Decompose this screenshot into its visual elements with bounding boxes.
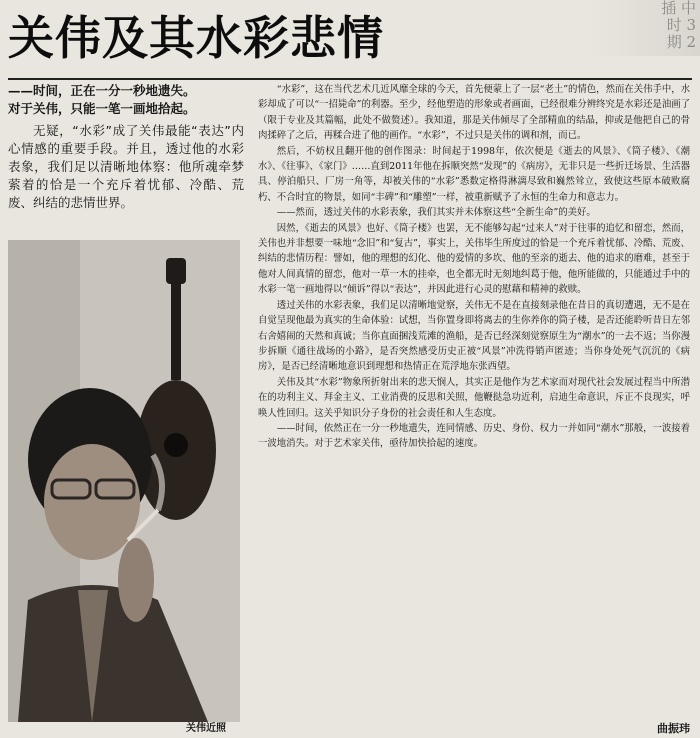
article-body — [258, 82, 690, 722]
body-paragraph: ——时间，依然正在一分一秒地遗失，连同情感、历史、身份、权力一并如同“潮水”那般，一波接着一波地消失。对于艺术家关伟，亟待加快拾起的速度。 — [258, 422, 690, 450]
portrait-illustration — [8, 240, 240, 722]
subheadline-line-1: ——时间，正在一分一秒地遗失。 — [8, 83, 196, 98]
author-byline: 曲振玮 — [657, 722, 690, 735]
body-paragraph: “水彩”，这在当代艺术几近风靡全球的今天，首先便蒙上了一层“老土”的情色，然而在关伟手中，水彩却成了可以“一招毙命”的利器。至少，经他塑造的形象或者画面，已经很难分辨终究是水彩还是油画了（限于专业及其篇幅，此处不做赘述）。我知道，那是关伟倾尽了全部精血的结晶，抑或是他把自己的骨肉揉碎了之后，再糅合进了他的画作。“水彩”，不过只是关伟的调和剂，而已。 — [258, 84, 690, 142]
headline-rule — [8, 78, 692, 80]
photo-caption: 关伟近照 — [186, 723, 226, 734]
body-paragraph: ——然而，透过关伟的水彩表象，我们其实并未体察这些“全新生命”的美好。 — [276, 207, 596, 219]
subheadline — [8, 82, 248, 118]
headline: 关伟及其水彩悲情 — [8, 11, 384, 65]
adjacent-column-fragment: 插 中 时 3 期 2 — [588, 0, 700, 56]
body-paragraph: 透过关伟的水彩表象，我们足以清晰地觉察，关伟无不是在直接刻录他在昔日的真切遭遇，无不是在自觉呈现他最为真实的生命体验：试想，当你置身即将离去的生你养你的筒子楼，是否还能聆听昔日左邻右舍嬉闹的天然和真诚；当你直面捆浅荒滩的渔船，是否已经深刻觉察原生为“潮水”的一去不返；当你漫步拆顺《通往战场的小路》，是否突然感受历史正被“风景”冲洗得销声匿迹；当你身处死气沉沉的《病房》，是否已经清晰地意识到理想和热情正在荒浮地东张西望。 — [258, 299, 690, 373]
body-paragraph: 然后，不妨权且翻开他的创作图录：时间起于1998年，依次便是《逝去的风景》、《筒子楼》、《潮水》、《往事》、《家门》……直到2011年他在拆顺突然“发现”的《病房》，无非只是一些折迁场景、生活器具、停泊船只、厂房一角等，却被关伟的“水彩”悉数定格得淋漓尽致和巍然耸立，致使这些原本破败腐朽、不合时宜的物景，如同“丰碑”和“雕塑”一样，被重新赋予了永恒的生命力和意志力。 — [258, 145, 690, 203]
lead-paragraph: 无疑，“水彩”成了关伟最能“表达”内心情感的重要手段。并且，透过他的水彩表象，我们足以清晰地体察：他所魂牵梦萦着的恰是一个充斥着忧郁、冷酷、荒废、纠结的悲情世界。 — [8, 123, 244, 210]
portrait-photo — [8, 240, 240, 722]
body-paragraph: 关伟及其“水彩”物象所折射出来的悲天悯人，其实正是他作为艺术家而对现代社会发展过程当中所潜在的功利主义、拜金主义、工业消费的反思和关照，他鞭挞急功近利，启迪生命意识，斥正不良现实，呼唤人性回归。这关乎知识分子身份的社会责任和人生态度。 — [258, 376, 690, 419]
subheadline-line-2: 对于关伟，只能一笔一画地拾起。 — [8, 101, 196, 116]
body-paragraph: 因然，《逝去的风景》也好、《筒子楼》也罢，无不能够勾起“过来人”对于往事的追忆和留恋，然而，关伟也并非想要一味地“念旧”和“复古”，事实上，关伟毕生所度过的恰是一个充斥着忧郁、冷酷、荒废、纠结的悲情历程：譬如，他的理想的幻化、他的爱情的多坎、他的至亲的逝去、他的追求的磨难，甚至于他对人间真情的留恋，他对一草一木的挂牵，也全都无时无刻地纠葛于他，他所能做的，只能通过手中的水彩一笔一画地得以“倾诉”得以“表达”，并因此进行心灵的慰藉和精神的救赎。 — [258, 222, 690, 296]
